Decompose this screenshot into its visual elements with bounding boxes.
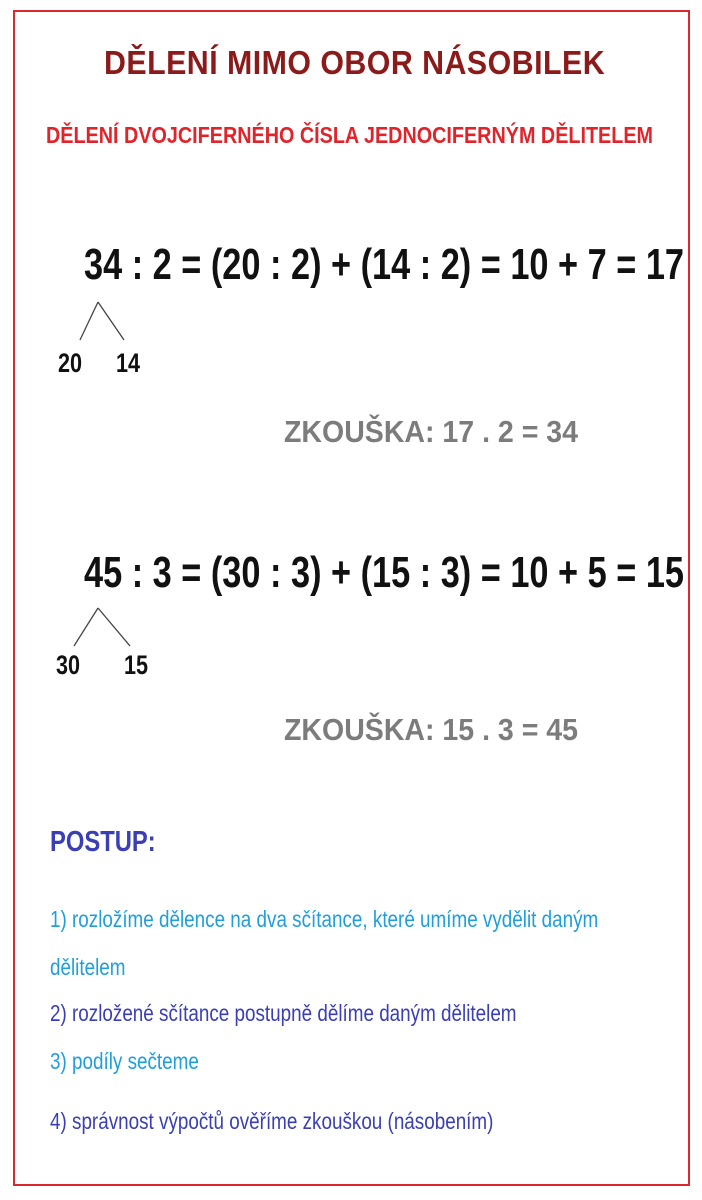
procedure-step-1-continued: dělitelem	[50, 954, 126, 980]
procedure-step-1: 1) rozložíme dělence na dva sčítance, které umíme vydělit daným	[50, 906, 599, 932]
procedure-step-4: 4) správnost výpočtů ověříme zkouškou (násobením)	[50, 1108, 494, 1134]
procedure-step-2: 2) rozložené sčítance postupně dělíme daným dělitelem	[50, 1000, 517, 1026]
example-2-part-2: 15	[124, 650, 149, 680]
procedure-heading: POSTUP:	[50, 826, 156, 858]
example-1-part-1: 20	[58, 348, 83, 378]
procedure-step-3: 3) podíly sečteme	[50, 1048, 199, 1074]
example-2-equation: 45 : 3 = (30 : 3) + (15 : 3) = 10 + 5 = 15	[84, 548, 685, 597]
example-1-part-2: 14	[116, 348, 141, 378]
page-title: DĚLENÍ MIMO OBOR NÁSOBILEK	[104, 44, 606, 81]
example-2-decomposition-lines	[70, 608, 140, 652]
example-2-check: ZKOUŠKA: 15 . 3 = 45	[284, 712, 579, 747]
example-1-check: ZKOUŠKA: 17 . 2 = 34	[284, 414, 579, 449]
example-2-part-1: 30	[56, 650, 81, 680]
example-1-equation: 34 : 2 = (20 : 2) + (14 : 2) = 10 + 7 = 17	[84, 240, 685, 289]
page-subtitle: DĚLENÍ DVOJCIFERNÉHO ČÍSLA JEDNOCIFERNÝM DĚLITELEM	[46, 122, 653, 148]
example-1-decomposition-lines	[78, 302, 138, 344]
